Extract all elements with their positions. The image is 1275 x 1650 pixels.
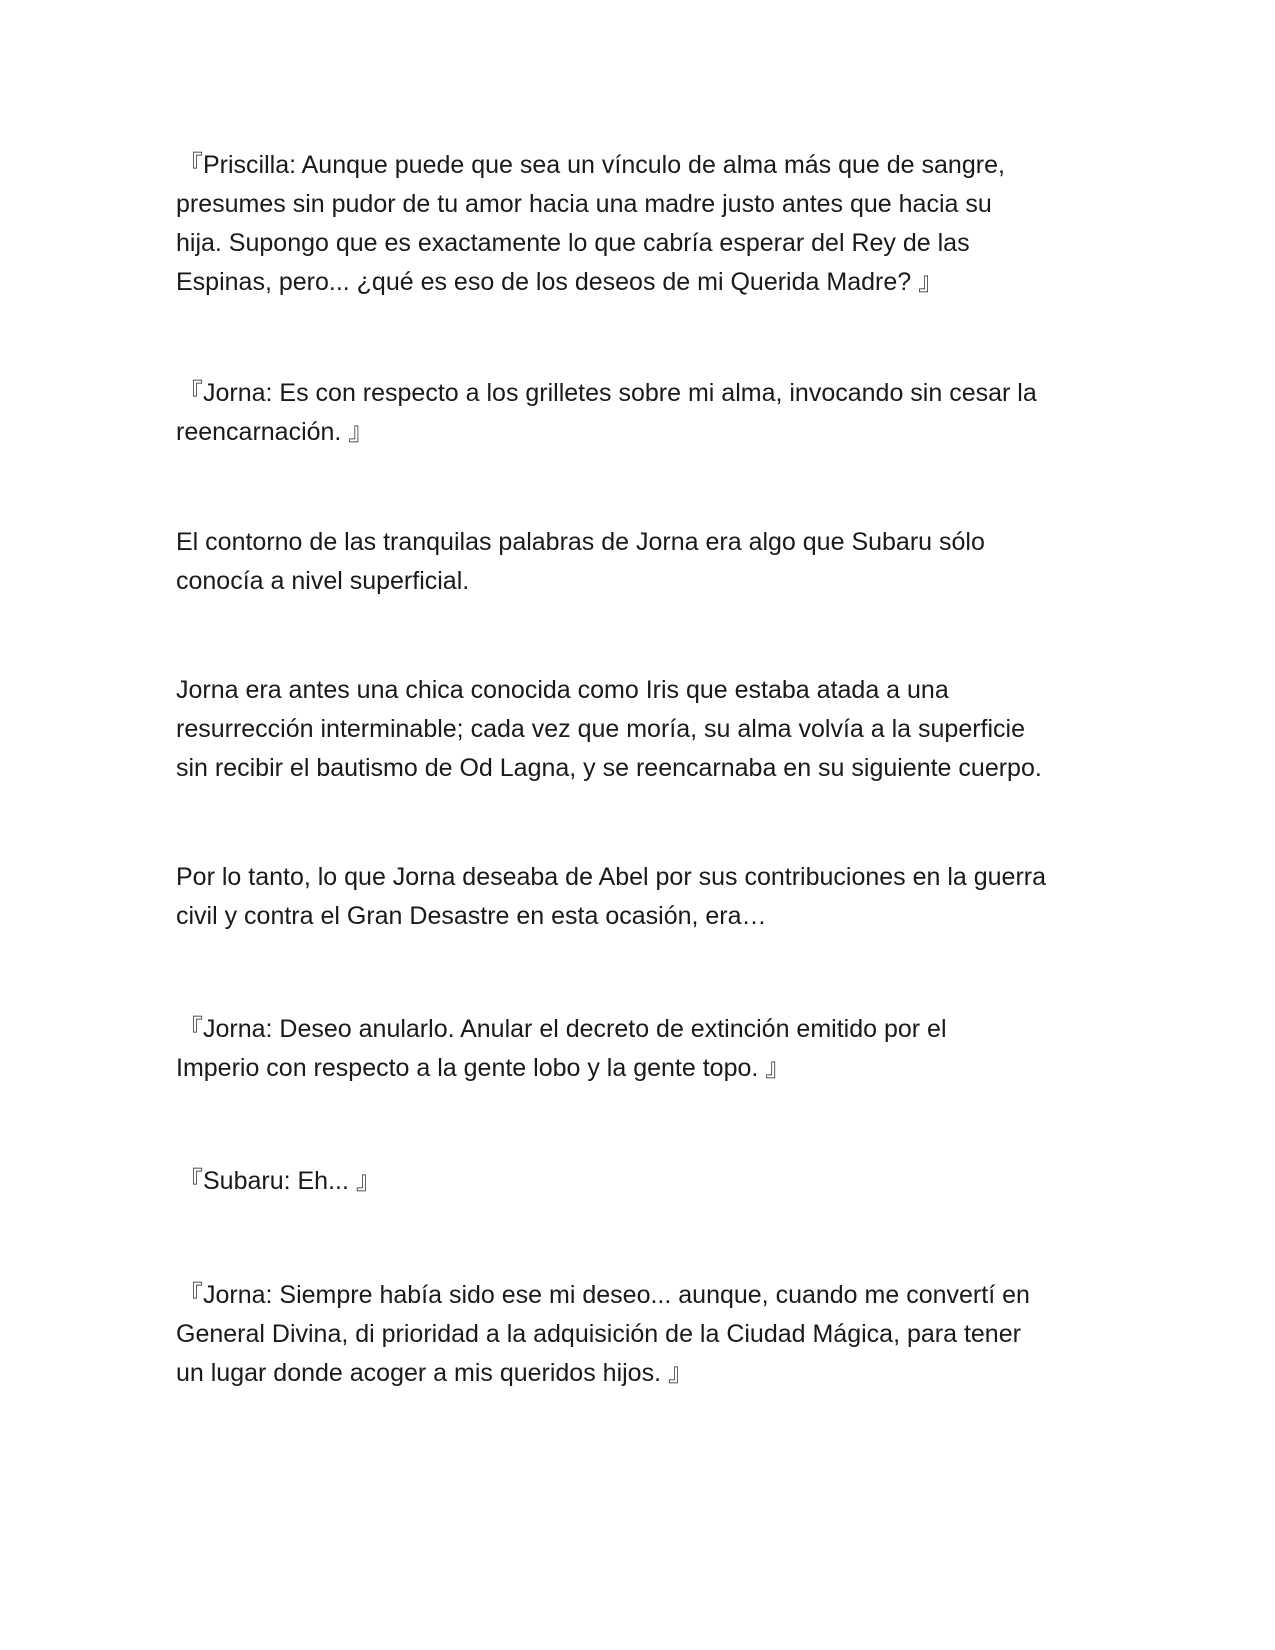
text-line: 『Jorna: Siempre había sido ese mi deseo... aunque, cuando me convertí en bbox=[178, 1281, 1030, 1309]
paragraph-narration-3 bbox=[176, 858, 1106, 936]
paragraph-narration-1 bbox=[176, 523, 1106, 601]
text-line: Jorna era antes una chica conocida como Iris que estaba atada a una bbox=[176, 676, 949, 704]
text-line: sin recibir el bautismo de Od Lagna, y se reencarnaba en su siguiente cuerpo. bbox=[176, 754, 1042, 782]
text-line: resurrección interminable; cada vez que moría, su alma volvía a la superficie bbox=[176, 715, 1026, 743]
text-line: Espinas, pero... ¿qué es eso de los deseos de mi Querida Madre? 』 bbox=[176, 268, 944, 296]
paragraph-jorna-dialogue-1 bbox=[176, 374, 1106, 452]
text-line: presumes sin pudor de tu amor hacia una madre justo antes que hacia su bbox=[176, 190, 992, 218]
text-line: reencarnación. 』 bbox=[176, 418, 374, 446]
paragraph-subaru-dialogue bbox=[176, 1162, 1106, 1201]
text-line: 『Jorna: Es con respecto a los grilletes sobre mi alma, invocando sin cesar la bbox=[178, 379, 1037, 407]
text-line: El contorno de las tranquilas palabras de Jorna era algo que Subaru sólo bbox=[176, 528, 985, 556]
text-line: conocía a nivel superficial. bbox=[176, 567, 470, 595]
text-line: General Divina, di prioridad a la adquisición de la Ciudad Mágica, para tener bbox=[176, 1320, 1021, 1348]
text-line: 『Jorna: Deseo anularlo. Anular el decreto de extinción emitido por el bbox=[178, 1015, 947, 1043]
text-line: 『Priscilla: Aunque puede que sea un vínculo de alma más que de sangre, bbox=[178, 151, 1005, 179]
text-line: Imperio con respecto a la gente lobo y la gente topo. 』 bbox=[176, 1054, 791, 1082]
text-line: 『Subaru: Eh... 』 bbox=[178, 1167, 381, 1195]
paragraph-priscilla-dialogue bbox=[176, 146, 1106, 302]
text-line: civil y contra el Gran Desastre en esta ocasión, era… bbox=[176, 902, 767, 930]
paragraph-jorna-dialogue-3 bbox=[176, 1276, 1106, 1393]
paragraph-narration-2 bbox=[176, 671, 1106, 788]
paragraph-jorna-dialogue-2 bbox=[176, 1010, 1106, 1088]
text-line: Por lo tanto, lo que Jorna deseaba de Abel por sus contribuciones en la guerra bbox=[176, 863, 1047, 891]
text-line: hija. Supongo que es exactamente lo que cabría esperar del Rey de las bbox=[176, 229, 970, 257]
text-line: un lugar donde acoger a mis queridos hijos. 』 bbox=[176, 1359, 693, 1387]
